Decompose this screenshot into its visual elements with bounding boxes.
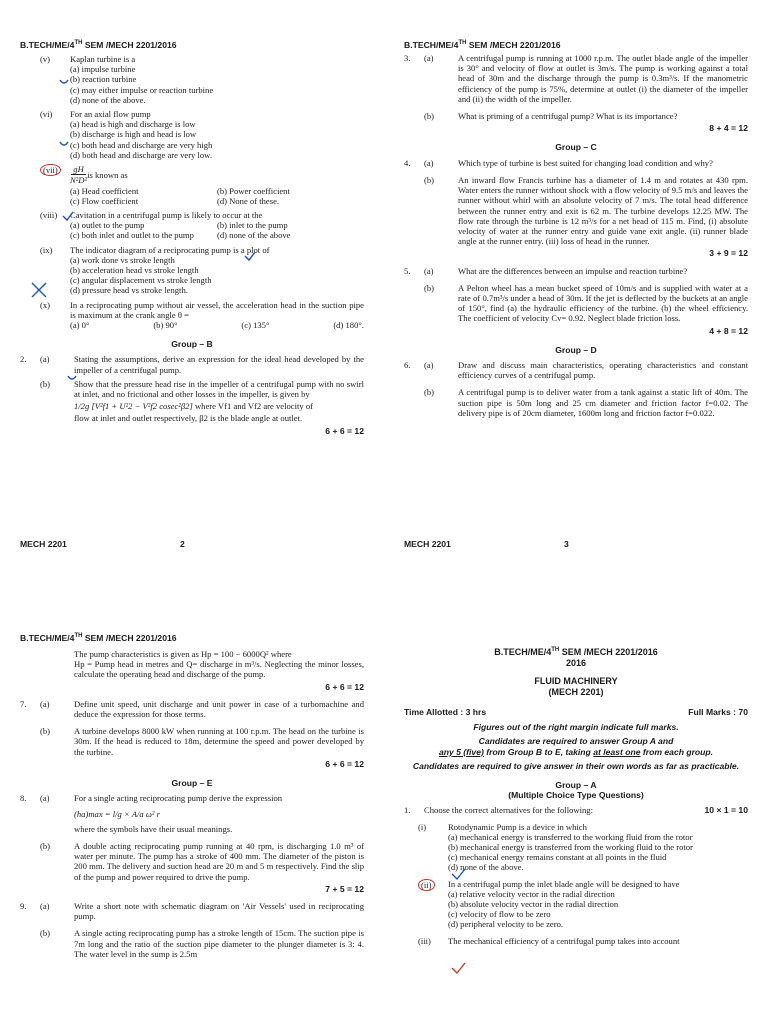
question-3b: (b) What is priming of a centrifugal pump? What is its importance? <box>424 111 678 122</box>
formula: (ha)max = l/g × A/a ω² r <box>74 808 160 819</box>
question-8b: (b) A double acting reciprocating pump running at 40 rpm, is discharging 1.0 m³ of water per minute. The pump has a stroke of 400 mm. The diameter of the piston is 200 mm. The delivery and suction head are 20 m and 5 m respectively. Find the slip of the pump and power required to drive the pump. <box>40 840 364 882</box>
question-6b: (b) A centrifugal pump is to deliver water from a tank against a static lift of 40m. The suction pipe is 50m long and 25 cm diameter and friction factor f=0.02. The delivery pipe is of 20cm diameter, 1600m long and friction factor f=0.022. <box>424 387 748 418</box>
group-heading: Group – E <box>171 778 213 789</box>
exam-year: 2016 <box>565 658 587 668</box>
page-header: B.TECH/ME/4TH SEM /MECH 2201/2016 <box>404 39 561 50</box>
question-1: 1. Choose the correct alternatives for the following: 10 × 1 = 10 <box>404 805 748 816</box>
option: (a) mechanical energy is transferred to the working fluid from the rotor <box>448 831 693 842</box>
marks: 8 + 4 = 12 <box>709 123 748 134</box>
option: (c) may either impulse or reaction turbine <box>70 84 214 95</box>
question-v: (v) Kaplan turbine is a (a) impulse turbine (b) reaction turbine (c) may either impulse or reaction turbine (d) none of the above. <box>20 54 364 105</box>
question-8a: 8. (a) For a single acting reciprocating pump derive the expression (ha)max = l/g × A/a ω² r where the symbols have their usual meanings. <box>20 793 364 834</box>
question-5b: (b) A Pelton wheel has a mean bucket speed of 10m/s and is supplied with water at a rate of 0.7m³/s under a head of 30m. If the jet is deflected by the buckets at an angle of 150°, find (a) the hydraulic efficiency of the turbine. (b) the wheel efficiency. The coefficient of velocity Cv= 0.92. Neglect blade friction loss. <box>424 282 748 324</box>
marks: 3 + 9 = 12 <box>709 248 748 259</box>
option: (a) relative velocity vector in the radial direction <box>448 888 615 899</box>
question-4b: (b) An inward flow Francis turbine has a diameter of 1.4 m and rotates at 430 rpm. Water enters the runner without shock with a flow velocity of 9.5 m/s and leaves the runner without whirl with an absolute velocity of 7 m/s. The total head difference between the runner entry and exit is 62 m. The turbine develops 12.25 MW. The flow rate through the turbine is 12 m³/s for a net head of 115 m. Find, (i) absolute velocity of water at the runner entry and guide vane exit angle. (ii) runner blade angle at the runner entry. (iii) loss of head in the runner. <box>424 174 748 247</box>
option: (d) peripheral velocity to be zero. <box>448 919 564 930</box>
marks: 6 + 6 = 12 <box>325 758 364 769</box>
option: (b) absolute velocity vector in the radial direction <box>448 899 619 910</box>
instruction: any 5 (five) from Group B to E, taking at least one from each group. <box>438 746 714 757</box>
group-subheading: (Multiple Choice Type Questions) <box>508 790 644 801</box>
option: (a) work done vs stroke length <box>70 254 175 265</box>
question-7a: 7. (a) Define unit speed, unit discharge and unit power in case of a turbomachine and deduce the expression for those terms. <box>20 698 364 720</box>
subject-name: FLUID MACHINERY <box>534 676 618 686</box>
option: (c) mechanical energy remains constant at all points in the fluid <box>448 852 667 863</box>
marks: 7 + 5 = 12 <box>325 883 364 894</box>
option: (c) angular displacement vs stroke length <box>70 275 212 286</box>
question-2a: 2. (a) Stating the assumptions, derive an expression for the ideal head developed by the impeller of a centrifugal pump. <box>20 354 364 375</box>
option: (b) reaction turbine <box>70 74 137 85</box>
tick-icon <box>60 80 68 83</box>
tick-icon <box>60 142 68 145</box>
marks: 6 + 6 = 12 <box>325 425 364 436</box>
group-heading: Group – D <box>555 344 597 355</box>
tick-icon <box>68 376 76 379</box>
subject-code: (MECH 2201) <box>548 687 604 697</box>
question-vi: (vi) For an axial flow pump (a) head is high and discharge is low (b) discharge is high and head is low (c) both head and discharge are very high (d) both head and discharge are very low. <box>20 109 364 160</box>
instruction: Figures out of the right margin indicate full marks. <box>473 722 679 733</box>
option: (c) velocity of flow to be zero <box>448 909 551 920</box>
cross-icon <box>32 283 46 297</box>
question-5a: 5. (a) What are the differences between an impulse and reaction turbine? <box>404 265 688 276</box>
question-4a: 4. (a) Which type of turbine is best suited for changing load condition and why? <box>404 157 713 168</box>
question-7b: (b) A turbine develops 8000 kW when running at 100 r.p.m. The head on the turbine is 30m. If the head is reduced to 18m, determine the speed and power developed by the turbine. <box>40 726 364 757</box>
group-heading: Group – B <box>171 339 213 350</box>
question-vii: (vii) gH N²D² is known as (a) Head coefficient (b) Power coefficient (c) Flow coefficient (d) None of these. <box>20 164 364 206</box>
marks: 6 + 6 = 12 <box>325 681 364 692</box>
instruction: Candidates are required to answer Group A and <box>478 736 674 747</box>
option: (d) pressure head vs stroke length. <box>70 285 188 296</box>
page-header: B.TECH/ME/4TH SEM /MECH 2201/2016 <box>20 632 177 643</box>
question-9b: (b) A single acting reciprocating pump has a stroke length of 15cm. The suction pipe is 7m long and the ratio of the suction pipe diameter to the plunger diameter is 3: 4. The water level in the sump is 2.5m <box>40 928 364 959</box>
option: (d) both head and discharge are very low. <box>70 149 212 160</box>
option: (b) acceleration head vs stroke length <box>70 264 199 275</box>
question-viii: (viii) Cavitation in a centrifugal pump is likely to occur at the (a) outlet to the pump (b) inlet to the pump (c) both inlet and outlet to the pump (d) none of the above <box>40 209 291 241</box>
question-2b: (b) Show that the pressure head rise in the impeller of a centrifugal pump with no swirl at inlet, and no frictional and other losses in the impeller, is given by 1/2g [V²f1 + U²2 − V²f2 cosec²β2] where Vf1 and Vf2 are velocity of flow at inlet and outlet respectively, β2 is the blade angle at outlet. <box>40 378 364 424</box>
question-i: (i) Rotodynamic Pump is a device in which (a) mechanical energy is transferred to the working fluid from the rotor (b) mechanical energy is transferred from the working fluid to the rotor (c) mechanical energy remains constant at all points in the fluid (d) none of the above. <box>404 822 748 873</box>
option: (b) discharge is high and head is low <box>70 129 197 140</box>
fraction: gH N²D² <box>70 164 88 186</box>
time-marks-row: Time Allotted : 3 hrs Full Marks : 70 <box>404 707 748 717</box>
tick-icon <box>63 212 73 220</box>
page-footer: MECH 2201 3 <box>404 539 569 549</box>
tick-icon <box>452 963 465 973</box>
option: (c) both head and discharge are very high <box>70 139 213 150</box>
page-footer: MECH 2201 2 <box>20 539 185 549</box>
page-header: B.TECH/ME/4TH SEM /MECH 2201/2016 <box>20 39 177 50</box>
option: (a) head is high and discharge is low <box>70 119 196 130</box>
question-iii: (iii) The mechanical efficiency of a centrifugal pump takes into account <box>418 935 680 946</box>
marks: 4 + 8 = 12 <box>709 325 748 336</box>
option: (d) none of the above. <box>70 94 146 105</box>
handwritten-circle: (ii) <box>418 879 435 891</box>
handwritten-circle: (vii) <box>40 164 61 176</box>
group-heading: Group – A <box>555 780 597 791</box>
option: (a) impulse turbine <box>70 64 136 75</box>
instruction: Candidates are required to give answer in their own words as far as practicable. <box>412 760 740 771</box>
question-3a: 3. (a) A centrifugal pump is running at 1000 r.p.m. The outlet blade angle of the impeller is 30° and velocity of flow at outlet is 3m/s. The pump is working against a total head of 30m and the discharge through the pump is 0.3m³/s. If the manometric efficiency of the pump is 75%, determine at outlet (i) the diameter of the impeller and (ii) the width of the impeller. <box>404 53 748 104</box>
question-6a: 6. (a) Draw and discuss main characteristics, operating characteristics and constant efficiency curves of a centrifugal pump. <box>404 359 748 381</box>
option: (b) mechanical energy is transferred from the working fluid to the rotor <box>448 842 693 853</box>
tick-icon <box>452 869 465 879</box>
group-heading: Group – C <box>555 142 597 153</box>
question-x: (x) In a reciprocating pump without air vessel, the acceleration head in the suction pipe is maximum at the crank angle θ = (a) 0° (b) 90° (c) 135° (d) 180°. <box>40 299 364 330</box>
formula: 1/2g [V²f1 + U²2 − V²f2 cosec²β2] <box>74 401 193 412</box>
cover-title: B.TECH/ME/4TH SEM /MECH 2201/2016 <box>494 647 658 657</box>
tick-icon <box>245 252 255 260</box>
question-6b-continued: The pump characteristics is given as Hp = 100 − 6000Q² where Hp = Pump head in metres and Q= discharge in m³/s. Neglecting the minor losses, calculate the operating head and discharge of the pump. <box>74 649 364 680</box>
question-ix: (ix) The indicator diagram of a reciprocating pump is a plot of (a) work done vs stroke length (b) acceleration head vs stroke length (c) angular displacement vs stroke length (d) pressure head vs stroke length. <box>20 245 364 296</box>
question-9a: 9. (a) Write a short note with schematic diagram on 'Air Vessels' used in reciprocating pump. <box>20 900 364 922</box>
option: (d) none of the above. <box>448 862 524 873</box>
question-ii: (ii) In a centrifugal pump the inlet blade angle will be designed to have (a) relative velocity vector in the radial direction (b) absolute velocity vector in the radial direction (c) velocity of flow to be zero (d) peripheral velocity to be zero. <box>404 879 748 930</box>
